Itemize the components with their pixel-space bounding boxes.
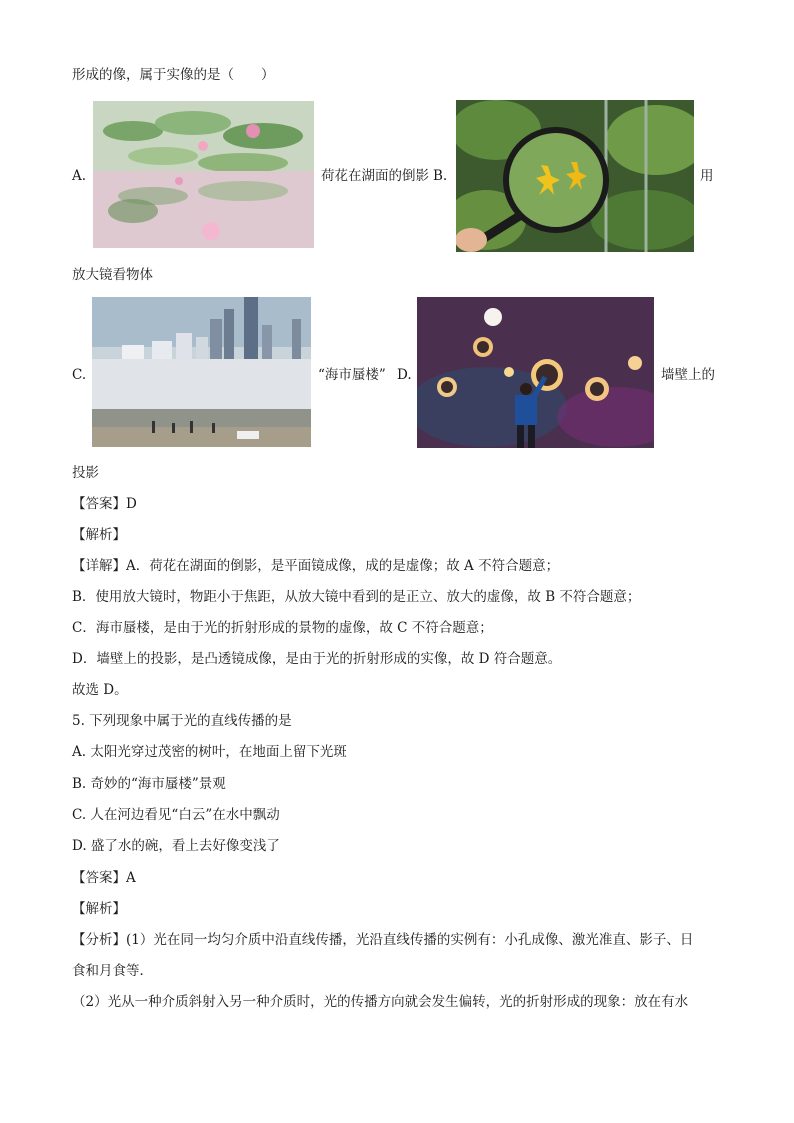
q5-analysis-heading: 【解析】: [72, 901, 126, 917]
q5-analysis-line: （2）光从一种介质斜射入另一种介质时，光的传播方向就会发生偏转，光的折射形成的现象：放在有水: [72, 994, 689, 1010]
q5-analysis-line: 食和月食等．: [72, 963, 153, 979]
mirage-image: [92, 297, 311, 447]
q5-analysis-line: 【分析】(1）光在同一均匀介质中沿直线传播，光沿直线传播的实例有：小孔成像、激光准直、影子、日: [72, 932, 694, 948]
question-stem: 形成的像，属于实像的是（ ）: [72, 67, 275, 83]
q5-option-a: A. 太阳光穿过茂密的树叶，在地面上留下光斑: [72, 744, 347, 760]
q5-option-d: D. 盛了水的碗，看上去好像变浅了: [72, 838, 280, 854]
q5-answer: 【答案】A: [72, 870, 136, 886]
option-c-text: “海市蜃楼”: [318, 367, 386, 383]
q5-option-b: B. 奇妙的“海市蜃楼”景观: [72, 776, 226, 792]
lotus-reflection-image: [93, 101, 314, 248]
q4-analysis-heading: 【解析】: [72, 527, 126, 543]
option-a-letter: A.: [72, 168, 87, 184]
q4-detail-line: C．海市蜃楼，是由于光的折射形成的景物的虚像，故 C 不符合题意；: [72, 620, 493, 636]
option-d-text-2: 投影: [72, 465, 99, 481]
q5-stem: 5. 下列现象中属于光的直线传播的是: [72, 713, 292, 729]
q4-detail-line: D．墙壁上的投影，是凸透镜成像，是由于光的折射形成的实像，故 D 符合题意。: [72, 651, 562, 667]
wall-projection-image: [417, 297, 654, 448]
q4-conclusion: 故选 D。: [72, 682, 128, 698]
q4-detail-line: B．使用放大镜时，物距小于焦距，从放大镜中看到的是正立、放大的虚像，故 B 不符合题意；: [72, 589, 641, 605]
option-d-text-1: 墙壁上的: [661, 367, 715, 383]
q4-answer: 【答案】D: [72, 496, 137, 512]
option-b-text-1: 用: [700, 168, 714, 184]
magnifier-image: [456, 100, 694, 252]
option-b-text-2: 放大镜看物体: [72, 267, 153, 283]
q5-option-c: C. 人在河边看见“白云”在水中飘动: [72, 807, 280, 823]
option-d-letter: D.: [397, 367, 412, 383]
option-a-text: 荷花在湖面的倒影: [321, 168, 429, 184]
option-b-letter: B.: [433, 168, 448, 184]
option-c-letter: C.: [72, 367, 87, 383]
q4-detail-line: 【详解】A．荷花在湖面的倒影，是平面镜成像，成的是虚像；故 A 不符合题意；: [72, 558, 560, 574]
